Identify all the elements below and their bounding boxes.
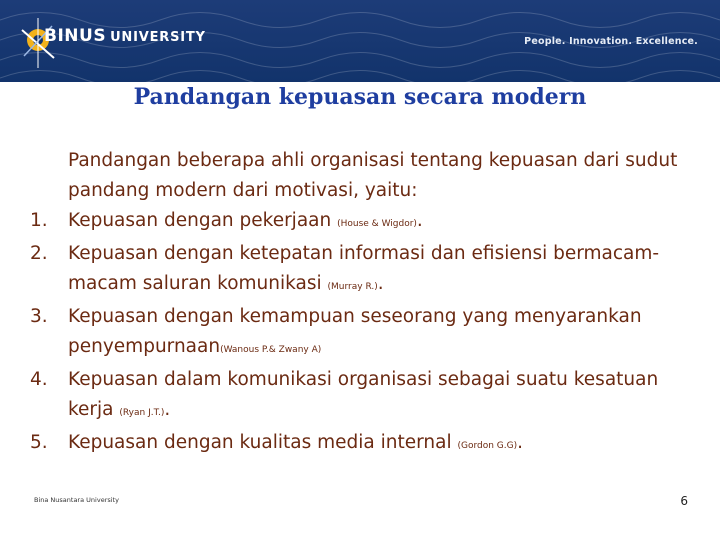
header-banner <box>0 0 720 82</box>
item-text: Kepuasan dengan ketepatan informasi dan efisiensi bermacam-macam saluran komunikasi <box>68 243 660 294</box>
item-end: . <box>416 210 423 231</box>
logo-suffix: UNIVERSITY <box>110 30 206 45</box>
item-citation: (Wanous P.& Zwany A) <box>220 345 322 355</box>
slide-body <box>30 146 700 461</box>
item-text: Kepuasan dengan kualitas media internal <box>68 432 458 453</box>
item-text: Kepuasan dalam komunikasi organisasi sebagai suatu kesatuan kerja <box>68 369 659 420</box>
item-citation: (Murray R.) <box>327 282 378 292</box>
item-number: 3. <box>30 306 48 327</box>
item-end: . <box>517 432 524 453</box>
item-number: 1. <box>30 210 48 231</box>
footer-label: Bina Nusantara University <box>34 496 119 504</box>
logo-brand: BINUS <box>44 26 107 46</box>
list-item <box>30 206 700 239</box>
item-text: Kepuasan dengan kemampuan seseorang yang menyarankan penyempurnaan <box>68 306 642 357</box>
tagline: People. Innovation. Excellence. <box>524 36 698 47</box>
item-citation: (Ryan J.T.) <box>119 408 165 418</box>
list-item <box>30 302 700 365</box>
page-number: 6 <box>680 494 688 508</box>
item-citation: (House & Wigdor) <box>337 219 417 229</box>
item-text: Kepuasan dengan pekerjaan <box>68 210 338 231</box>
intro-paragraph: Pandangan beberapa ahli organisasi tentang kepuasan dari sudut pandang modern dari motivasi, yaitu: <box>68 150 678 201</box>
item-number: 5. <box>30 432 48 453</box>
item-end: . <box>377 273 384 294</box>
satisfaction-list <box>30 206 700 461</box>
logo-wordmark <box>44 26 206 46</box>
list-item <box>30 239 700 302</box>
list-item <box>30 365 700 428</box>
item-end: . <box>164 399 171 420</box>
item-citation: (Gordon G.G) <box>457 441 518 451</box>
list-item <box>30 428 700 461</box>
item-number: 4. <box>30 369 48 390</box>
item-number: 2. <box>30 243 48 264</box>
slide-title: Pandangan kepuasan secara modern <box>133 84 587 110</box>
